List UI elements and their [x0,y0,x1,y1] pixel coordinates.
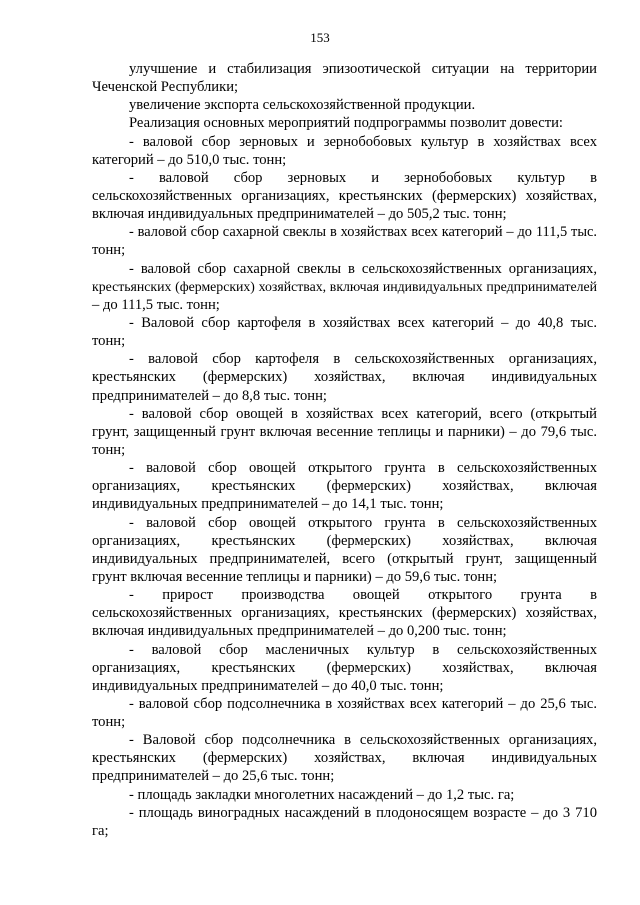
text-line: предпринимателей – до 25,6 тыс. тонн; [92,768,335,785]
text-line: - валовой сбор зерновых и зернобобовых культур в хозяйствах всех [129,133,597,150]
text-line: - Валовой сбор подсолнечника в сельскохозяйственных организациях, [129,732,597,749]
text-line: - валовой сбор сахарной свеклы в хозяйствах всех категорий – до 111,5 тыс. [129,224,597,241]
text-line: - площадь виноградных насаждений в плодоносящем возрасте – до 3 710 [129,804,597,821]
text-line: грунт включая весенние теплицы и парники) – до 59,6 тыс. тонн; [92,568,498,585]
text-line: категорий – до 510,0 тыс. тонн; [92,151,287,168]
text-line: крестьянских (фермерских) хозяйствах, включая индивидуальных [92,750,597,767]
text-line: включая индивидуальных предпринимателей – до 0,200 тыс. тонн; [92,623,507,640]
text-line: индивидуальных предпринимателей – до 40,0 тыс. тонн; [92,677,444,694]
text-line: – до 111,5 тыс. тонн; [92,296,220,313]
text-line: организациях, крестьянских (фермерских) хозяйствах, включая [92,478,597,495]
text-line: предпринимателей – до 8,8 тыс. тонн; [92,387,327,404]
text-line: индивидуальных предпринимателей, всего (открытый грунт, защищенный [92,550,597,567]
text-line: - валовой сбор зерновых и зернобобовых культур в [129,169,597,186]
text-line: - площадь закладки многолетних насаждений – до 1,2 тыс. га; [129,786,515,803]
text-line: организациях, крестьянских (фермерских) хозяйствах, включая [92,532,597,549]
text-line: сельскохозяйственных организациях, крестьянских (фермерских) хозяйствах, [92,605,597,622]
text-line: - валовой сбор картофеля в сельскохозяйственных организациях, [129,351,597,368]
text-line: Реализация основных мероприятий подпрограммы позволит довести: [129,115,563,132]
text-line: организациях, крестьянских (фермерских) хозяйствах, включая [92,659,597,676]
text-line: - прирост производства овощей открытого грунта в [129,587,597,604]
text-line: - валовой сбор овощей открытого грунта в сельскохозяйственных [129,460,597,477]
text-line: крестьянских (фермерских) хозяйствах, включая индивидуальных предпринимателей [92,278,597,294]
text-line: тонн; [92,333,126,350]
text-line: индивидуальных предпринимателей – до 14,1 тыс. тонн; [92,496,444,513]
text-line: тонн; [92,242,126,259]
text-line: грунт, защищенный грунт включая весенние теплицы и парники) – до 79,6 тыс. [92,423,597,440]
text-line: крестьянских (фермерских) хозяйствах, включая индивидуальных [92,369,597,386]
text-line: сельскохозяйственных организациях, крестьянских (фермерских) хозяйствах, [92,187,597,204]
text-line: га; [92,822,109,839]
text-line: - валовой сбор масленичных культур в сельскохозяйственных [129,641,597,658]
text-line: улучшение и стабилизация эпизоотической ситуации на территории [129,61,597,77]
text-line: тонн; [92,441,126,458]
text-line: - валовой сбор овощей открытого грунта в сельскохозяйственных [129,514,597,531]
text-line: увеличение экспорта сельскохозяйственной продукции. [129,97,476,114]
text-line: включая индивидуальных предпринимателей – до 505,2 тыс. тонн; [92,206,507,223]
text-line: - валовой сбор сахарной свеклы в сельскохозяйственных организациях, [129,260,597,277]
text-line: Чеченской Республики; [92,79,239,96]
text-line: - Валовой сбор картофеля в хозяйствах всех категорий – до 40,8 тыс. [129,314,597,331]
text-line: тонн; [92,714,126,731]
text-line: - валовой сбор подсолнечника в хозяйствах всех категорий – до 25,6 тыс. [129,695,597,712]
text-line: - валовой сбор овощей в хозяйствах всех категорий, всего (открытый [129,405,597,422]
document-body [92,60,597,840]
page-number: 153 [310,30,330,45]
